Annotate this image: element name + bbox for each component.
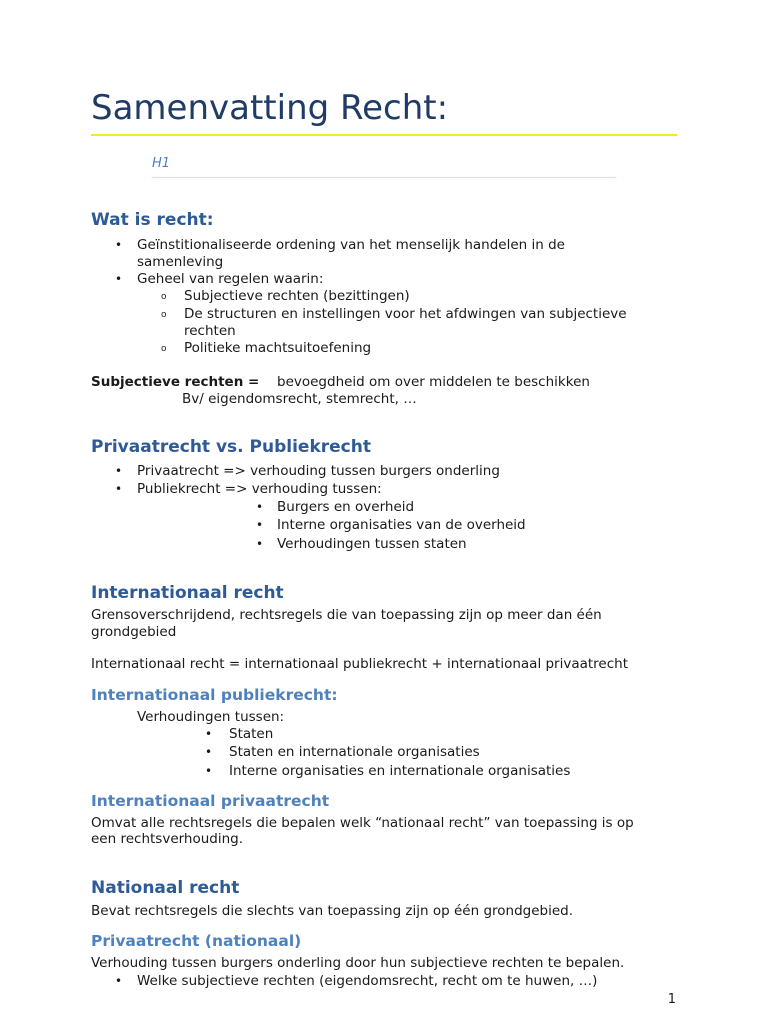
paragraph-continued: grondgebied <box>91 624 177 640</box>
paragraph: Bevat rechtsregels die slechts van toepassing zijn op één grondgebied. <box>91 903 574 919</box>
heading-wat-is-recht: Wat is recht: <box>91 210 214 230</box>
heading-internationaal-privaatrecht: Internationaal privaatrecht <box>91 792 330 810</box>
bullet-glyph: • <box>115 974 123 988</box>
bullet-text: Staten <box>229 726 274 742</box>
bullet-text: Interne organisaties van de overheid <box>277 517 526 533</box>
bullet-text-continued: samenleving <box>137 254 224 270</box>
definition-label: Subjectieve rechten = <box>91 374 260 390</box>
bullet-text: Geïnstitionaliseerde ordening van het menselijk handelen in de <box>137 237 565 253</box>
heading-privaat-vs-publiek: Privaatrecht vs. Publiekrecht <box>91 437 371 457</box>
page-number: 1 <box>667 992 676 1007</box>
bullet-glyph: • <box>115 482 123 496</box>
bullet-text: Publiekrecht => verhouding tussen: <box>137 481 382 497</box>
document-title: Samenvatting Recht: <box>91 88 449 128</box>
bullet-glyph: • <box>115 238 123 252</box>
bullet-text: Geheel van regelen waarin: <box>137 271 324 287</box>
sub-bullet-glyph: o <box>161 292 167 302</box>
bullet-text: Staten en internationale organisaties <box>229 744 480 760</box>
chapter-heading: H1 <box>152 156 171 171</box>
bullet-glyph: • <box>256 500 264 514</box>
sub-bullet-glyph: o <box>161 344 167 354</box>
heading-internationaal-recht: Internationaal recht <box>91 583 284 603</box>
paragraph: Grensoverschrijdend, rechtsregels die van toepassing zijn op meer dan één <box>91 607 602 623</box>
bullet-glyph: • <box>205 764 213 778</box>
paragraph-continued: een rechtsverhouding. <box>91 831 244 847</box>
paragraph: Verhouding tussen burgers onderling door hun subjectieve rechten te bepalen. <box>91 955 625 971</box>
bullet-text: Interne organisaties en internationale organisaties <box>229 763 571 779</box>
bullet-text: Burgers en overheid <box>277 499 415 515</box>
paragraph: Omvat alle rechtsregels die bepalen welk “nationaal recht” van toepassing is op <box>91 815 634 831</box>
bullet-text: Verhoudingen tussen staten <box>277 536 467 552</box>
equation-text: Internationaal recht = internationaal publiekrecht + internationaal privaatrecht <box>91 656 629 672</box>
bullet-glyph: • <box>115 464 123 478</box>
bullet-glyph: • <box>256 518 264 532</box>
definition-example: Bv/ eigendomsrecht, stemrecht, … <box>182 391 417 407</box>
bullet-text: Welke subjectieve rechten (eigendomsrecht, recht om te huwen, …) <box>137 973 598 989</box>
sub-bullet-text-continued: rechten <box>184 323 236 339</box>
bullet-glyph: • <box>205 727 213 741</box>
title-underline <box>91 134 677 136</box>
heading-internationaal-publiekrecht: Internationaal publiekrecht: <box>91 686 338 704</box>
sub-bullet-text: De structuren en instellingen voor het afdwingen van subjectieve <box>184 306 627 322</box>
sub-bullet-glyph: o <box>161 310 167 320</box>
definition-text: bevoegdheid om over middelen te beschikken <box>277 374 590 390</box>
heading-privaatrecht-nationaal: Privaatrecht (nationaal) <box>91 932 302 950</box>
bullet-glyph: • <box>115 272 123 286</box>
sub-bullet-text: Politieke machtsuitoefening <box>184 340 372 356</box>
intro-text: Verhoudingen tussen: <box>137 709 285 725</box>
sub-bullet-text: Subjectieve rechten (bezittingen) <box>184 288 410 304</box>
bullet-text: Privaatrecht => verhouding tussen burgers onderling <box>137 463 500 479</box>
heading-nationaal-recht: Nationaal recht <box>91 878 240 898</box>
bullet-glyph: • <box>205 745 213 759</box>
chapter-underline <box>152 177 616 178</box>
bullet-glyph: • <box>256 537 264 551</box>
